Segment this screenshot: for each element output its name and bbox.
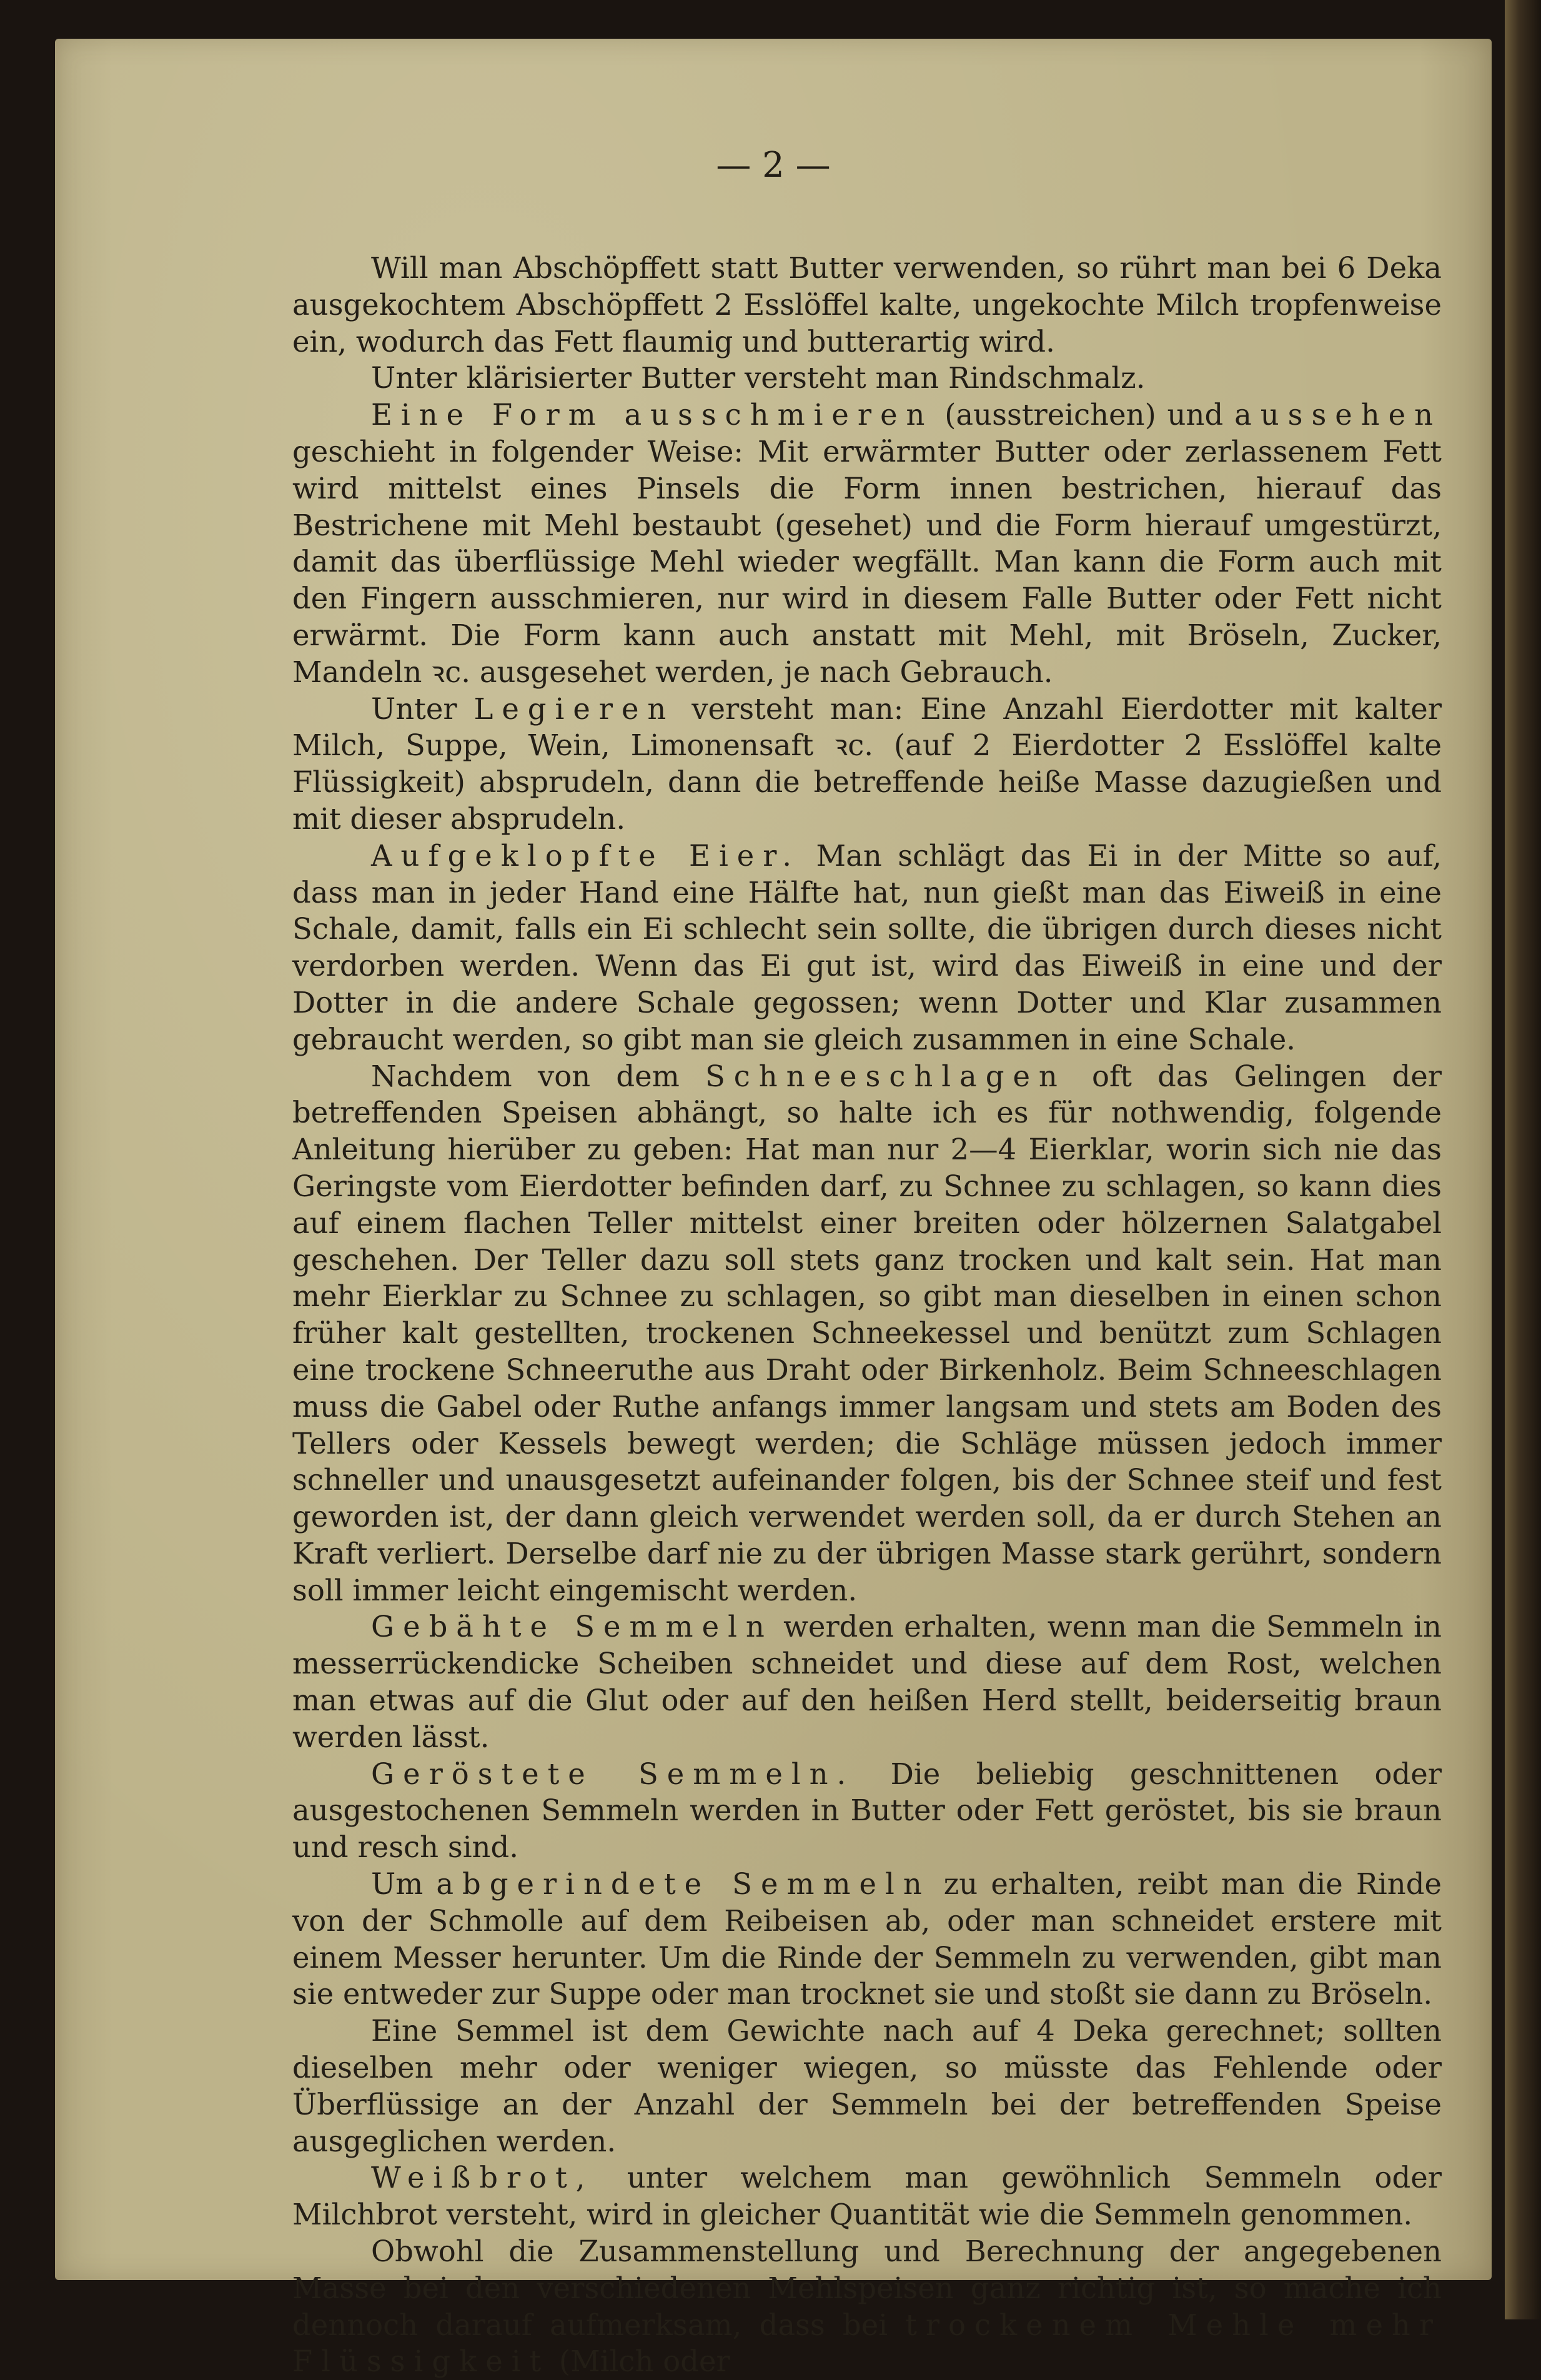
paragraph — [292, 838, 1442, 1058]
paragraph-text: zu erhalten, reibt man die Rinde von der Schmolle auf dem Reibeisen ab, oder man schneidet erstere mit einem Messer herunter. Um die Rinde der Semmeln zu verwenden, gibt man sie entweder zur Suppe oder man trocknet sie und stoßt sie dann zu Bröseln. — [292, 1867, 1442, 2011]
spaced-term: abgerindete Semmeln — [436, 1867, 931, 1902]
paragraph-text: Will man Abschöpffett statt Butter verwenden, so rührt man bei 6 Deka ausgekochtem Abschöpffett 2 Esslöffel kalte, ungekochte Milch tropfenweise ein, wodurch das Fett flaumig und butterartig wird. — [292, 251, 1442, 359]
spaced-term: Geröstete Semmeln. — [371, 1757, 855, 1791]
spaced-term: aussehen — [1234, 398, 1442, 432]
spaced-term: Legieren — [473, 692, 675, 726]
paragraph-text: Obwohl die Zusammenstellung und Berechnung der angegebenen Masse bei den verschiedenen Mehlspeisen ganz richtig ist, so mache ich dennoch darauf aufmerksam, dass bei — [292, 2234, 1442, 2342]
paragraph — [292, 2233, 1442, 2380]
spaced-term: Aufgeklopfte Eier. — [371, 838, 801, 873]
spaced-term: Weißbrot, — [371, 2161, 594, 2195]
book-spine — [1505, 0, 1541, 2319]
paragraph — [292, 2159, 1442, 2233]
paragraph — [292, 250, 1442, 360]
paragraph-text: Um — [371, 1867, 437, 1902]
paragraph-text: Eine Semmel ist dem Gewichte nach auf 4 Deka gerechnet; sollten dieselben mehr oder weniger wiegen, so müsste das Fehlende oder Überflüssige an der Anzahl der Semmeln bei der betreffenden Speise ausgeglichen werden. — [292, 2014, 1442, 2158]
page-number: — 2 — — [716, 145, 831, 186]
paragraph-text: Man schlägt das Ei in der Mitte so auf, dass man in jeder Hand eine Hälfte hat, nun gießt man das Eiweiß in eine Schale, damit, falls ein Ei schlecht sein sollte, die übrigen durch dieses nicht verdorben werden. Wenn das Ei gut ist, wird das Eiweiß in eine und der Dotter in die andere Schale gegossen; wenn Dotter und Klar zusammen gebraucht werden, so gibt man sie gleich zusammen in eine Schale. — [292, 838, 1442, 1056]
paragraph — [292, 1866, 1442, 2013]
paragraph — [292, 360, 1442, 397]
paragraph-text: oft das Gelingen der betreffenden Speisen abhängt, so halte ich es für nothwendig, folgende Anleitung hierüber zu geben: Hat man nur 2—4 Eierklar, worin sich nie das Geringste vom Eierdotter befinden darf, zu Schnee zu schlagen, so kann dies auf einem flachen Teller mittelst einer breiten oder hölzernen Salatgabel geschehen. Der Teller dazu soll stets ganz trocken und kalt sein. Hat man mehr Eierklar zu Schnee zu schlagen, so gibt man dieselben in einen schon früher kalt gestellten, trockenen Schneekessel und benützt zum Schlagen eine trockene Schneeruthe aus Draht oder Birkenholz. Beim Schneeschlagen muss die Gabel oder Ruthe anfangs immer langsam und stets am Boden des Tellers oder Kessels bewegt werden; die Schläge müssen jedoch immer schneller und unausgesetzt aufeinander folgen, bis der Schnee steif und fest geworden ist, der dann gleich verwendet werden soll, da er durch Stehen an Kraft verliert. Derselbe darf nie zu der übrigen Masse stark gerührt, sondern soll immer leicht eingemischt werden. — [292, 1059, 1442, 1607]
spaced-term: Gebähte Semmeln — [371, 1610, 773, 1644]
paragraph — [292, 1609, 1442, 1755]
spaced-term: Schneeschlagen — [705, 1059, 1066, 1093]
paragraph-text: geschieht in folgender Weise: Mit erwärmter Butter oder zerlassenem Fett wird mittelst eines Pinsels die Form innen bestrichen, hierauf das Bestrichene mit Mehl bestaubt (gesehet) und die Form hierauf umgestürzt, damit das überflüssige Mehl wieder wegfällt. Man kann die Form auch mit den Fingern ausschmieren, nur wird in diesem Falle Butter oder Fett nicht erwärmt. Die Form kann auch anstatt mit Mehl, mit Bröseln, Zucker, Mandeln ꝛc. ausgesehet werden, je nach Gebrauch. — [292, 434, 1442, 689]
paragraph-text: Unter klärisierter Butter versteht man Rindschmalz. — [371, 361, 1146, 395]
paragraph — [292, 691, 1442, 838]
spaced-term: trockenem Mehle mehr Flüssigkeit — [292, 2308, 1442, 2379]
paragraph-text: Die beliebig geschnittenen oder ausgestochenen Semmeln werden in Butter oder Fett geröstet, bis sie braun und resch sind. — [292, 1757, 1442, 1865]
paragraph-text: Unter — [371, 692, 474, 726]
body-text — [292, 250, 1442, 2380]
paragraph-text: unter welchem man gewöhnlich Semmeln oder Milchbrot versteht, wird in gleicher Quantität wie die Semmeln genommen. — [292, 2161, 1442, 2232]
book-page — [55, 39, 1492, 2379]
paragraph-text: werden erhalten, wenn man die Semmeln in messerrückendicke Scheiben schneidet und diese auf dem Rost, welchen man etwas auf die Glut oder auf den heißen Herd stellt, beiderseitig braun werden lässt. — [292, 1610, 1442, 1754]
paragraph — [292, 397, 1442, 690]
paragraph-text: Nachdem von dem — [371, 1059, 705, 1093]
paragraph-text: (ausstreichen) und — [933, 398, 1235, 432]
paragraph — [292, 1058, 1442, 1609]
paragraph — [292, 1756, 1442, 1866]
spaced-term: Eine Form ausschmieren — [371, 398, 934, 432]
paragraph-text: (Milch oder — [550, 2344, 730, 2379]
paragraph — [292, 2013, 1442, 2159]
paragraph-text: versteht man: Eine Anzahl Eierdotter mit kalter Milch, Suppe, Wein, Limonensaft ꝛc. (auf 2 Eierdotter 2 Esslöffel kalte Flüssigkeit) absprudeln, dann die betreffende heiße Masse dazugießen und mit dieser absprudeln. — [292, 692, 1442, 836]
